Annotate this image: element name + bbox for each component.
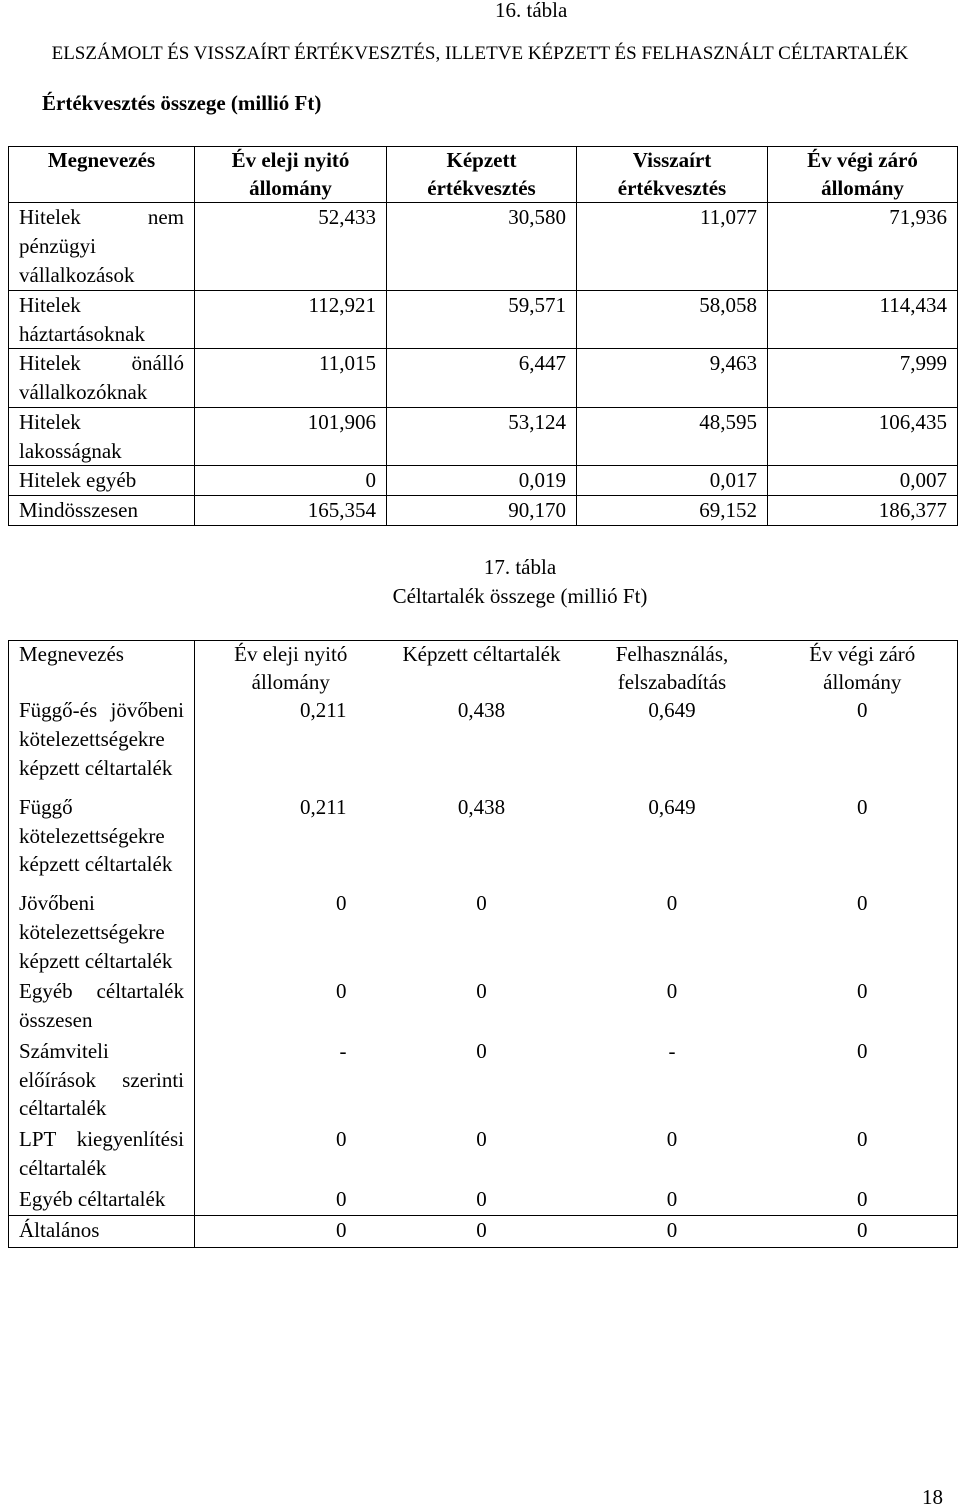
column-header: Év végi záró állomány	[768, 147, 958, 203]
cell-value: 58,058	[577, 290, 768, 349]
row-label: Általános	[9, 1216, 195, 1248]
cell-value: 0,019	[387, 466, 577, 496]
table-17	[8, 640, 958, 1248]
table-16	[8, 146, 958, 526]
cell-value: 186,377	[768, 496, 958, 526]
cell-value: -	[339, 1038, 347, 1063]
cell-value: 0	[476, 1186, 487, 1211]
cell-value: 48,595	[577, 407, 768, 466]
cell-value: 0	[476, 979, 487, 1004]
table-16-title: ELSZÁMOLT ÉS VISSZAÍRT ÉRTÉKVESZTÉS, ILLETVE KÉPZETT ÉS FELHASZNÁLT CÉLTARTALÉK	[51, 43, 909, 64]
cell-value: 0	[336, 1186, 347, 1211]
row-label: Hitelek lakosságnak	[9, 407, 195, 466]
cell-value: 0	[336, 979, 347, 1004]
row-label: Hitelek nem pénzügyi vállalkozások	[9, 203, 195, 290]
cell-value: 106,435	[768, 407, 958, 466]
cell-value: -	[668, 1038, 676, 1063]
cell-value: 0	[476, 1038, 487, 1063]
cell-value: 7,999	[768, 349, 958, 408]
table-16-unit: Értékvesztés összege (millió Ft)	[42, 91, 322, 115]
table-row	[9, 349, 958, 408]
cell-value: 0,017	[577, 466, 768, 496]
table-row	[9, 1185, 958, 1216]
cell-value: 101,906	[195, 407, 387, 466]
table-row	[9, 203, 958, 290]
cell-value: 0	[195, 1216, 387, 1248]
row-label: Egyéb céltartalék	[9, 1185, 195, 1216]
column-header: Megnevezés	[9, 641, 195, 697]
row-label: Jövőbeni kötelezettségekre képzett céltartalék	[9, 889, 195, 977]
table-row	[9, 1037, 958, 1125]
cell-value: 0	[666, 979, 678, 1004]
column-header: Megnevezés	[9, 147, 195, 203]
cell-value: 0	[336, 891, 347, 916]
table-row	[9, 496, 958, 526]
cell-value: 30,580	[387, 203, 577, 290]
cell-value: 165,354	[195, 496, 387, 526]
table-row	[9, 1216, 958, 1248]
row-label: Hitelek háztartásoknak	[9, 290, 195, 349]
table-17-title: Céltartalék összege (millió Ft)	[392, 584, 648, 608]
row-label: Hitelek egyéb	[9, 466, 195, 496]
cell-value: 0	[577, 1216, 768, 1248]
cell-value: 0	[857, 891, 868, 916]
cell-value: 0,438	[457, 698, 506, 723]
cell-value: 0	[195, 466, 387, 496]
table-17-number: 17. tábla	[483, 555, 557, 579]
cell-value: 53,124	[387, 407, 577, 466]
table-row	[9, 290, 958, 349]
cell-value: 11,015	[195, 349, 387, 408]
column-header: Visszaírt értékvesztés	[577, 147, 768, 203]
table-row	[9, 889, 958, 977]
row-label: Számviteli előírások szerinti céltartalék	[9, 1037, 195, 1125]
cell-value: 0	[857, 794, 868, 819]
cell-value: 0,211	[300, 794, 347, 819]
cell-value: 0,007	[768, 466, 958, 496]
cell-value: 112,921	[195, 290, 387, 349]
cell-value: 0	[857, 698, 868, 723]
column-header: Év eleji nyitó állomány	[234, 642, 348, 694]
table-row	[9, 793, 958, 889]
cell-value: 52,433	[195, 203, 387, 290]
column-header: Képzett céltartalék	[402, 642, 561, 666]
table-16-number: 16. tábla	[495, 0, 568, 22]
cell-value: 0	[666, 1127, 678, 1152]
page-number: 18	[922, 1485, 943, 1509]
row-label: Függő kötelezettségekre képzett céltartalék	[9, 793, 195, 889]
cell-value: 0,438	[457, 794, 506, 819]
table-row	[9, 1125, 958, 1185]
cell-value: 0	[857, 979, 868, 1004]
cell-value: 69,152	[577, 496, 768, 526]
table-header-row	[9, 641, 958, 697]
row-label: Mindösszesen	[9, 496, 195, 526]
cell-value: 114,434	[768, 290, 958, 349]
cell-value: 0	[857, 1038, 868, 1063]
cell-value: 0	[857, 1127, 868, 1152]
cell-value: 71,936	[768, 203, 958, 290]
table-row	[9, 466, 958, 496]
cell-value: 90,170	[387, 496, 577, 526]
cell-value: 0	[387, 1216, 577, 1248]
table-row	[9, 696, 958, 792]
column-header: Képzett értékvesztés	[387, 147, 577, 203]
cell-value: 0	[476, 1127, 487, 1152]
cell-value: 0	[666, 1186, 678, 1211]
table-header-row	[9, 147, 958, 203]
row-label: Hitelek önálló vállalkozóknak	[9, 349, 195, 408]
cell-value: 11,077	[577, 203, 768, 290]
row-label: Egyéb céltartalék összesen	[9, 977, 195, 1037]
cell-value: 0	[666, 891, 678, 916]
cell-value: 0	[336, 1127, 347, 1152]
cell-value: 59,571	[387, 290, 577, 349]
cell-value: 0,649	[648, 698, 696, 723]
cell-value: 6,447	[387, 349, 577, 408]
column-header: Felhasználás, felszabadítás	[615, 642, 729, 694]
cell-value: 0,649	[648, 794, 696, 819]
column-header: Év eleji nyitó állomány	[195, 147, 387, 203]
cell-value: 0	[476, 891, 487, 916]
cell-value: 0	[857, 1186, 868, 1211]
row-label: Függő-és jövőbeni kötelezettségekre képzett céltartalék	[9, 696, 195, 792]
table-row	[9, 407, 958, 466]
table-row	[9, 977, 958, 1037]
cell-value: 0	[768, 1216, 958, 1248]
cell-value: 0,211	[300, 698, 347, 723]
row-label: LPT kiegyenlítési céltartalék	[9, 1125, 195, 1185]
cell-value: 9,463	[577, 349, 768, 408]
column-header: Év végi záró állomány	[809, 642, 916, 694]
